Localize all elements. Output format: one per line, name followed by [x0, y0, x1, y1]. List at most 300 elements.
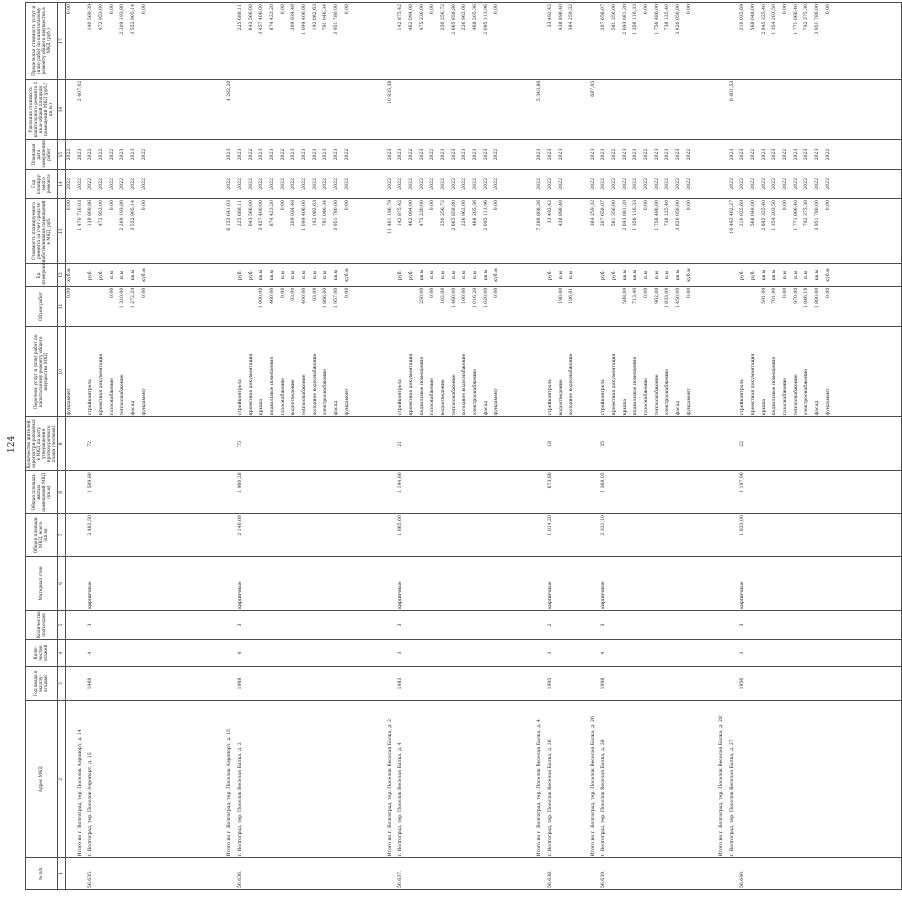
cell-line — [527, 141, 538, 167]
cell-line: проектная документация — [408, 353, 414, 416]
cell-line — [719, 612, 730, 638]
cell-line — [430, 641, 441, 665]
cell-line — [719, 171, 730, 197]
cell-line — [185, 612, 196, 638]
cell-line: 2022 — [120, 177, 126, 190]
cell-line — [270, 418, 281, 469]
cell-line — [794, 859, 805, 888]
cell-line — [494, 515, 505, 555]
cell-line — [120, 418, 131, 469]
cell-line — [78, 4, 89, 78]
cell-line — [505, 702, 516, 857]
cell-line — [783, 472, 794, 512]
cell-line — [452, 81, 463, 139]
cell-line — [890, 200, 901, 262]
cell-line: фундамент — [66, 388, 72, 416]
cell-line: 384 259,32 — [590, 199, 596, 227]
cell-line: проектная документация — [612, 353, 618, 416]
cell-line — [719, 288, 730, 326]
cell-line: руб. — [408, 270, 414, 280]
cell-line: 2022 — [772, 177, 778, 190]
cell-line — [291, 702, 302, 857]
cell-line — [420, 81, 431, 139]
cell-line: 2022 — [430, 148, 436, 161]
cell-line: 3 — [740, 623, 746, 627]
cell-line — [665, 641, 676, 665]
cell-line — [762, 702, 773, 857]
column-number: 8 — [58, 471, 66, 514]
cell-line — [858, 859, 869, 888]
cell-line — [302, 558, 313, 609]
cell-line — [356, 4, 367, 78]
cell-line: 1995 — [547, 677, 553, 690]
header-cell: Год ввода в эксплу-атацию — [26, 667, 58, 701]
cell-line: п.м — [473, 270, 479, 280]
cell-line — [409, 81, 420, 139]
cell-line: 2022 — [462, 177, 468, 190]
cell-line — [302, 641, 313, 665]
cell-line: 56.639. — [601, 870, 607, 888]
cell-line — [323, 418, 334, 469]
cell-line — [623, 859, 634, 888]
cell-line — [708, 328, 719, 415]
cell-line — [505, 668, 516, 699]
cell-line — [227, 859, 238, 888]
cell-line — [195, 265, 206, 285]
cell-line — [163, 558, 174, 609]
cell-line: 2022 — [729, 177, 735, 190]
cell-line: 2 095 113,96 — [483, 4, 489, 35]
cell-line: 2022 — [783, 177, 789, 190]
cell-line — [751, 558, 762, 609]
header-cell: Перечень услуг и (или) работ по капитальному ремонту общего имущества МКД — [26, 327, 58, 417]
cell-line — [217, 515, 228, 555]
cell-line: 1 460,00 — [451, 287, 457, 309]
cell-line: проектная документация — [99, 353, 105, 416]
cell-line — [815, 515, 826, 555]
cell-line — [142, 472, 153, 512]
cell-line: 4 282,20 — [227, 80, 233, 102]
cell-line — [302, 418, 313, 469]
cell-line: 1 016,20 — [473, 287, 479, 309]
cell-line: куб.м — [686, 268, 692, 282]
cell-line: кирпичные — [740, 581, 746, 609]
cell-line: 75 — [237, 440, 243, 447]
cell-line: подвальные помещения — [772, 356, 778, 416]
cell-line — [185, 859, 196, 888]
cell-line — [698, 668, 709, 699]
cell-line — [730, 859, 741, 888]
cell-line — [804, 641, 815, 665]
cell-line — [836, 418, 847, 469]
cell-line — [174, 668, 185, 699]
cell-line — [152, 668, 163, 699]
cell-line: 1 310,00 — [120, 287, 126, 309]
cell-line — [291, 641, 302, 665]
cell-line — [473, 641, 484, 665]
cell-line — [420, 472, 431, 512]
cell-line — [452, 612, 463, 638]
cell-line: 0,00 — [494, 199, 500, 211]
cell-line — [665, 472, 676, 512]
cell-line: куб.м — [825, 268, 831, 282]
cell-line — [591, 515, 602, 555]
cell-line — [591, 4, 602, 78]
cell-line — [152, 612, 163, 638]
cell-line: 3 — [547, 651, 553, 655]
cell-line — [185, 288, 196, 326]
cell-line — [623, 81, 634, 139]
cell-line — [174, 200, 185, 262]
cell-line — [430, 81, 441, 139]
cell-line — [516, 171, 527, 197]
cell-line — [356, 328, 367, 415]
cell-line: 0,00 — [825, 199, 831, 211]
cell-line — [858, 171, 869, 197]
cell-line — [281, 859, 292, 888]
cell-line: 6 401,53 — [729, 80, 735, 102]
cell-line — [388, 558, 399, 609]
cell-line — [783, 641, 794, 665]
cell-line — [174, 859, 185, 888]
cell-line: кирпичные — [398, 581, 404, 609]
cell-line — [879, 171, 890, 197]
cell-line — [473, 612, 484, 638]
cell-line — [452, 558, 463, 609]
cell-line — [345, 418, 356, 469]
cell-line — [99, 418, 110, 469]
cell-line — [185, 265, 196, 285]
cell-line — [665, 702, 676, 857]
cell-line — [869, 702, 880, 857]
cell-line — [131, 612, 142, 638]
cell-line — [345, 515, 356, 555]
cell-line — [441, 859, 452, 888]
column-number: 12 — [58, 264, 66, 287]
cell-line: фасад — [815, 400, 821, 416]
cell-line — [281, 515, 292, 555]
cell-line — [409, 859, 420, 888]
cell-line: 2022 — [109, 177, 115, 190]
cell-line: 462 094,00 — [408, 199, 414, 227]
cell-line — [174, 515, 185, 555]
cell-line — [217, 859, 228, 888]
cell-line — [142, 515, 153, 555]
cell-line — [698, 141, 709, 167]
cell-line — [270, 641, 281, 665]
cell-line: 1 197,00 — [740, 472, 746, 493]
cell-line — [826, 558, 837, 609]
header-cell: Адрес МКД — [26, 700, 58, 858]
cell-line — [99, 702, 110, 857]
cell-line — [847, 328, 858, 415]
cell-line: 2022 — [750, 148, 756, 161]
cell-line — [505, 641, 516, 665]
cell-line — [623, 515, 634, 555]
cell-line: подвальные помещения — [419, 356, 425, 416]
cell-line — [762, 859, 773, 888]
cell-line — [88, 288, 99, 326]
cell-line — [238, 288, 249, 326]
cell-line — [505, 328, 516, 415]
cell-line: п.м — [654, 270, 660, 280]
cell-line — [858, 81, 869, 139]
cell-line — [687, 515, 698, 555]
cell-line — [185, 200, 196, 262]
cell-line: 2023 — [270, 148, 276, 161]
cell-line: 0,00 — [141, 4, 147, 15]
cell-line — [698, 612, 709, 638]
cell-line — [270, 81, 281, 139]
cell-line: 687,05 — [590, 80, 596, 97]
cell-line — [420, 418, 431, 469]
cell-line — [612, 472, 623, 512]
cell-line — [152, 141, 163, 167]
cell-line: 3 — [601, 623, 607, 627]
cell-line: г. Волгоград, тер. Поселок Веселая Балка, д. 28 — [601, 739, 607, 857]
cell-line — [591, 472, 602, 512]
cell-line — [345, 81, 356, 139]
cell-line — [783, 81, 794, 139]
cell-line — [227, 418, 238, 469]
cell-line: кирпичные — [547, 581, 553, 609]
cell-line — [612, 668, 623, 699]
cell-line — [334, 558, 345, 609]
cell-line — [88, 81, 99, 139]
cell-line — [281, 702, 292, 857]
col-unit-cost-cell — [66, 79, 902, 140]
cell-line — [131, 641, 142, 665]
cell-line: кв.м — [334, 269, 340, 281]
col-end-year-cell — [66, 140, 902, 169]
cell-line — [537, 612, 548, 638]
cell-line — [174, 4, 185, 78]
cell-line: кв.м — [270, 269, 276, 281]
cell-line — [227, 668, 238, 699]
cell-line — [110, 859, 121, 888]
cell-line — [195, 200, 206, 262]
cell-line: 2 693 081,20 — [622, 199, 628, 231]
cell-line — [388, 859, 399, 888]
cell-line — [869, 200, 880, 262]
cell-line: 33 492,42 — [547, 4, 553, 28]
header-cell: Ед. измерения — [26, 264, 58, 287]
cell-line: 250,00 — [419, 287, 425, 304]
cell-line: 2023 — [740, 148, 746, 161]
cell-line: п.м — [109, 270, 115, 280]
cell-line — [473, 81, 484, 139]
cell-line — [687, 558, 698, 609]
cell-line — [323, 859, 334, 888]
cell-line: 93,00 — [312, 287, 318, 301]
cell-line: п.м — [302, 270, 308, 280]
cell-line: куб.м — [494, 268, 500, 282]
cell-line — [473, 472, 484, 512]
cell-line: газоснабжение — [783, 377, 789, 416]
cell-line: 1 756 486,00 — [654, 199, 660, 231]
cell-line — [185, 702, 196, 857]
cell-line: 207 658,07 — [601, 4, 607, 31]
cell-line — [804, 558, 815, 609]
cell-line — [78, 641, 89, 665]
cell-line: 0,00 — [141, 199, 147, 211]
cell-line: фасад — [131, 400, 137, 416]
cell-line — [152, 515, 163, 555]
cell-line — [206, 171, 217, 197]
cell-line: электроснабжение — [323, 369, 329, 416]
cell-line — [67, 81, 78, 139]
cell-line: 742 375,30 — [804, 4, 810, 31]
cell-line — [794, 81, 805, 139]
cell-line — [879, 558, 890, 609]
cell-line — [762, 612, 773, 638]
cell-line — [869, 558, 880, 609]
cell-line — [281, 668, 292, 699]
cell-line — [655, 558, 666, 609]
cell-line — [858, 4, 869, 78]
cell-line: 2022 — [291, 177, 297, 190]
cell-line — [836, 702, 847, 857]
cell-line: газоснабжение — [430, 377, 436, 416]
cell-line — [163, 668, 174, 699]
cell-line: 2022 — [323, 177, 329, 190]
cell-line: 207 658,07 — [601, 199, 607, 227]
cell-line — [505, 612, 516, 638]
cell-line — [185, 515, 196, 555]
cell-line — [409, 288, 420, 326]
cell-line — [163, 418, 174, 469]
cell-line: кирпичные — [237, 581, 243, 609]
cell-line — [291, 472, 302, 512]
cell-line — [559, 702, 570, 857]
cell-line — [516, 668, 527, 699]
cell-line: 2022 — [633, 177, 639, 190]
cell-line — [826, 668, 837, 699]
cell-line: руб. — [601, 270, 607, 280]
cell-line — [152, 702, 163, 857]
column-number: 13 — [58, 198, 66, 263]
cell-line — [99, 612, 110, 638]
cell-line: руб. — [398, 270, 404, 280]
cell-line — [185, 418, 196, 469]
cell-line — [569, 141, 580, 167]
cell-line: 1 800,00 — [815, 287, 821, 309]
cell-line — [195, 702, 206, 857]
col-number-cell — [66, 858, 902, 890]
cell-line — [623, 641, 634, 665]
cell-line: 250 256,72 — [441, 4, 447, 31]
cell-line — [623, 558, 634, 609]
cell-line: 2023 — [590, 148, 596, 161]
cell-line: Итого по г. Волгоград, тер. Поселок Аэропорт, д. 14 — [77, 729, 83, 857]
cell-line: 0,00 — [644, 199, 650, 211]
cell-line: 2023 — [761, 148, 767, 161]
cell-line — [174, 702, 185, 857]
cell-line — [409, 558, 420, 609]
cell-line — [665, 418, 676, 469]
cell-line — [804, 859, 815, 888]
cell-line: 3 — [740, 651, 746, 655]
cell-line — [836, 612, 847, 638]
cell-line: фундамент — [344, 388, 350, 416]
cell-line — [185, 171, 196, 197]
cell-line — [836, 288, 847, 326]
cell-line: 2022 — [312, 177, 318, 190]
cell-line — [420, 612, 431, 638]
cell-line — [698, 288, 709, 326]
cell-line — [569, 515, 580, 555]
cell-line: 3 820 056,00 — [676, 4, 682, 35]
cell-line — [676, 668, 687, 699]
cell-line: 56.638. — [547, 870, 553, 888]
cell-line — [527, 859, 538, 888]
cell-line: 2 209 193,80 — [120, 4, 126, 35]
cell-line: Итого по г. Волгоград, тер. Поселок Веселая Балка, д. 2 — [387, 719, 393, 857]
cell-line — [847, 859, 858, 888]
cell-line — [131, 558, 142, 609]
cell-line — [366, 171, 377, 197]
cell-line — [527, 668, 538, 699]
cell-line — [356, 81, 367, 139]
cell-line: стройконтроль — [88, 379, 94, 416]
cell-line: г. Волгоград, тер. Поселок Веселая Балка, д. 4 — [398, 742, 404, 857]
cell-line — [323, 668, 334, 699]
cell-line — [291, 558, 302, 609]
cell-line: 2 407,02 — [77, 80, 83, 102]
column-number: 9 — [58, 417, 66, 471]
cell-line — [783, 515, 794, 555]
cell-line — [409, 515, 420, 555]
cell-line — [612, 418, 623, 469]
column-number: 5 — [58, 610, 66, 639]
cell-line: 0,00 — [430, 287, 436, 298]
cell-line — [804, 668, 815, 699]
cell-line — [740, 288, 751, 326]
cell-line — [698, 200, 709, 262]
cell-line — [826, 472, 837, 512]
cell-line — [516, 558, 527, 609]
cell-line — [527, 328, 538, 415]
cell-line — [195, 81, 206, 139]
cell-line — [644, 668, 655, 699]
cell-line: 1 356 116,33 — [633, 199, 639, 231]
cell-line — [516, 702, 527, 857]
cell-line — [366, 418, 377, 469]
cell-line — [249, 859, 260, 888]
cell-line: кв.м — [259, 269, 265, 281]
cell-line — [559, 668, 570, 699]
cell-line — [516, 288, 527, 326]
cell-line — [249, 558, 260, 609]
cell-line — [516, 4, 527, 78]
cell-line — [462, 558, 473, 609]
cell-line — [676, 558, 687, 609]
cell-line — [633, 558, 644, 609]
cell-line — [847, 265, 858, 285]
cell-line — [217, 472, 228, 512]
cell-line — [152, 859, 163, 888]
cell-line: 1 356 116,33 — [633, 4, 639, 35]
cell-line: 1983 — [398, 677, 404, 690]
cell-line — [708, 612, 719, 638]
cell-line: 2022 — [537, 177, 543, 190]
cell-line — [120, 612, 131, 638]
cell-line: 0,00 — [644, 4, 650, 15]
cell-line: п.м — [280, 270, 286, 280]
cell-line — [804, 418, 815, 469]
cell-line — [99, 288, 110, 326]
column-number: 17 — [58, 3, 66, 80]
